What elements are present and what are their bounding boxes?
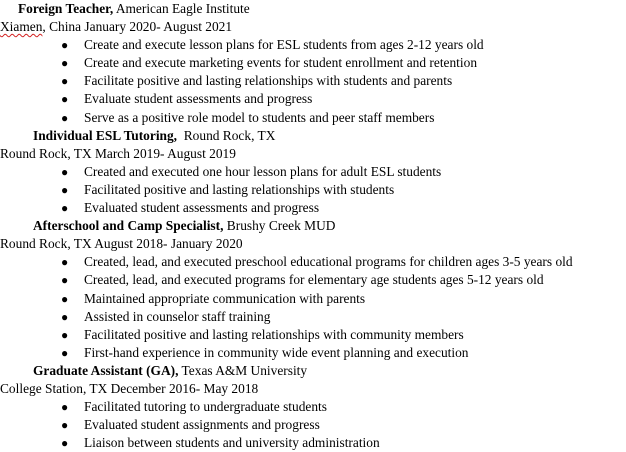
job-title: Individual ESL Tutoring, [33, 127, 178, 143]
list-item-text: Created, lead, and executed programs for elementary age students ages 5-12 years old [84, 272, 544, 288]
list-item-text: Assisted in counselor staff training [84, 308, 271, 324]
job-title: Graduate Assistant (GA), [33, 362, 179, 378]
list-item-text: Facilitate positive and lasting relationships with students and parents [84, 73, 453, 89]
job-organization: American Eagle Institute [113, 1, 250, 16]
bullet-icon: ● [61, 345, 69, 360]
job-location-dates: Round Rock, TX August 2018- January 2020 [0, 236, 243, 252]
bullet-icon: ● [61, 182, 69, 197]
list-item-text: Facilitated tutoring to undergraduate students [84, 399, 327, 415]
bullet-icon: ● [61, 309, 69, 324]
job-location-rest: , China January 2020- August 2021 [42, 19, 233, 35]
job-heading [0, 362, 626, 380]
bullet-icon: ● [61, 56, 69, 71]
list-item-text: Evaluated student assessments and progress [84, 200, 320, 216]
list-item-text: Maintained appropriate communication with parents [84, 290, 366, 306]
job-organization: Texas A&M University [178, 362, 308, 378]
list-item [0, 54, 626, 72]
list-item-text: Created, lead, and executed preschool educational programs for children ages 3-5 years old [84, 254, 573, 270]
bullet-icon: ● [61, 291, 69, 306]
list-item-text: Create and execute lesson plans for ESL students from ages 2-12 years old [84, 37, 484, 53]
list-item [0, 199, 626, 217]
bullet-icon: ● [61, 74, 69, 89]
bullet-icon: ● [61, 327, 69, 342]
job-heading [0, 127, 626, 145]
list-item [0, 163, 626, 181]
bullet-icon: ● [61, 273, 69, 288]
list-item [0, 290, 626, 308]
job-location-dates: Round Rock, TX March 2019- August 2019 [0, 145, 236, 161]
list-item [0, 434, 626, 452]
bullet-icon: ● [61, 164, 69, 179]
job-location-dates [0, 18, 626, 36]
bullet-icon: ● [61, 255, 69, 270]
list-item-text: Serve as a positive role model to students and peer staff members [84, 109, 435, 125]
list-item-text: Facilitated positive and lasting relationships with community members [84, 326, 464, 342]
list-item [0, 308, 626, 326]
list-item-text: Facilitated positive and lasting relationships with students [84, 181, 395, 197]
bullet-icon: ● [61, 201, 69, 216]
list-item [0, 416, 626, 434]
bullet-icon: ● [61, 418, 69, 433]
job-location-city: Xiamen [0, 19, 43, 35]
job-organization: Brushy Creek MUD [223, 218, 336, 234]
list-item [0, 271, 626, 289]
list-item-text: Create and execute marketing events for student enrollment and retention [84, 55, 478, 71]
job-heading [0, 217, 626, 235]
list-item [0, 36, 626, 54]
bullet-icon: ● [61, 38, 69, 53]
list-item [0, 398, 626, 416]
bullet-icon: ● [61, 436, 69, 451]
list-item [0, 326, 626, 344]
list-item [0, 90, 626, 108]
list-item-text: Created and executed one hour lesson plans for adult ESL students [84, 163, 442, 179]
job-title: Foreign Teacher, [18, 1, 114, 16]
bullet-icon: ● [61, 110, 69, 125]
list-item-text: Evaluated student assignments and progress [84, 417, 320, 433]
list-item [0, 253, 626, 271]
list-item-text: Liaison between students and university administration [84, 435, 380, 451]
list-item-text: Evaluate student assessments and progress [84, 91, 313, 107]
job-location-dates: College Station, TX December 2016- May 2018 [0, 380, 259, 396]
list-item [0, 344, 626, 362]
job-heading [0, 0, 626, 18]
list-item [0, 181, 626, 199]
list-item [0, 109, 626, 127]
job-organization: Round Rock, TX [177, 127, 276, 143]
bullet-icon: ● [61, 92, 69, 107]
list-item [0, 72, 626, 90]
job-title: Afterschool and Camp Specialist, [33, 218, 224, 234]
list-item-text: First-hand experience in community wide event planning and execution [84, 344, 469, 360]
bullet-icon: ● [61, 400, 69, 415]
